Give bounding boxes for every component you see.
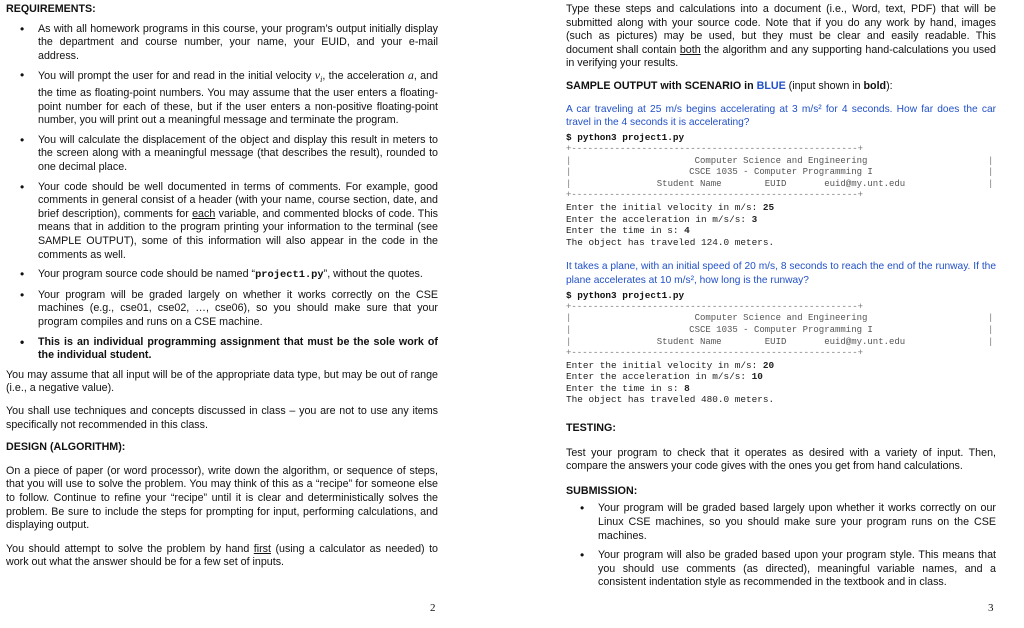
requirements-heading: REQUIREMENTS: xyxy=(6,3,96,15)
testing-paragraph: Test your program to check that it operates as desired with a variety of input. Then, compare the answers your code gives with the ones you get from hand calculations. xyxy=(566,446,996,473)
bold-word: bold xyxy=(863,79,887,92)
blue-word: BLUE xyxy=(756,79,786,92)
text: the algorithm and any supporting hand-calculations you used in verifying your results. xyxy=(566,43,996,70)
prompt: Enter the initial velocity in m/s: xyxy=(566,201,763,213)
velocity-subscript: i xyxy=(320,75,323,85)
techniques-paragraph: You shall use techniques and concepts discussed in class – you are not to use any items specifically not recommended in this class. xyxy=(6,404,438,431)
list-item: • As with all homework programs in this course, your program’s output initially display the department and course number, your name, your EUID, and your e-mail address. xyxy=(6,23,438,64)
text: variable, and commented blocks of code. This means that in addition to the program printing your information to the terminal (see SAMPLE OUTPUT), some of this information will also appear in the code in the comments as well. xyxy=(38,207,438,261)
box-course: CSCE 1035 - Computer Programming I xyxy=(689,324,873,335)
underlined-first: first xyxy=(253,542,271,555)
scenario-1: A car traveling at 25 m/s begins accelerating at 3 m/s² for 4 seconds. How far does the car travel in the 4 seconds it is accelerating? xyxy=(566,103,996,128)
list-item xyxy=(6,181,438,263)
box-border: +-----------------------------------------------------+ xyxy=(566,143,864,154)
run-1-output xyxy=(566,202,996,248)
command-line: $ python3 project1.py xyxy=(566,132,685,144)
requirements-list xyxy=(6,23,438,363)
input-value: 10 xyxy=(751,371,763,383)
page-number: 2 xyxy=(430,602,436,614)
box-dept: Computer Science and Engineering xyxy=(694,155,868,166)
submission-list xyxy=(566,502,996,590)
box-course: CSCE 1035 - Computer Programming I xyxy=(689,167,873,178)
prompt: Enter the time in s: xyxy=(566,225,685,237)
box-student: Student Name EUID euid@my.unt.edu xyxy=(656,178,906,189)
text: Your code should be well documented in terms of comments. For example, good comments in general consist of a header (with your name, course section, date, and brief description), comments for xyxy=(38,180,438,220)
scenario-2: It takes a plane, with an initial speed of 20 m/s, 8 seconds to reach the end of the runway. If the plane accelerates at 10 m/s², how long is the runway? xyxy=(566,261,996,286)
design-heading: DESIGN (ALGORITHM): xyxy=(6,441,126,454)
submission-heading: SUBMISSION: xyxy=(566,484,638,497)
text: You will prompt the user for and read in the initial velocity xyxy=(38,70,315,83)
header-box: +-----------------------------------------------------+ | Computer Science and Engineering | | CSCE 1035 - Computer Programming I | | Student Name EUID euid@my.unt.edu | +-----------------------------------------------------+ xyxy=(566,144,996,202)
text: (using a calculator as needed) to work out what the answer should be for a few set of inputs. xyxy=(6,542,438,569)
document-paragraph xyxy=(566,3,996,71)
page-2 xyxy=(6,0,438,628)
sample-output-heading xyxy=(566,80,996,94)
run-2-output xyxy=(566,360,996,406)
prompt: Enter the time in s: xyxy=(566,382,685,394)
text: Type these steps and calculations into a document (i.e., Word, text, PDF) that will be submitted along with your source code. Note that if you do any work by hand, images (such as pictures) may be used, but they must be clear and easily readable. This document shall contain xyxy=(566,3,996,56)
box-border: +-----------------------------------------------------+ xyxy=(566,348,864,359)
filename: project1.py xyxy=(255,269,324,282)
prompt: Enter the initial velocity in m/s: xyxy=(566,359,763,371)
command-line: $ python3 project1.py xyxy=(566,290,685,302)
hand-paragraph xyxy=(6,543,438,570)
input-value: 20 xyxy=(762,359,775,371)
text: SAMPLE OUTPUT with SCENARIO in xyxy=(566,79,757,92)
list-item: • This is an individual programming assignment that must be the sole work of the individual student. xyxy=(6,336,438,363)
text: ”, without the quotes. xyxy=(323,268,423,281)
input-value: 25 xyxy=(762,201,775,213)
text: , the acceleration xyxy=(322,70,408,83)
box-student: Student Name EUID euid@my.unt.edu xyxy=(656,336,906,347)
testing-heading: TESTING: xyxy=(566,422,616,435)
list-item: • Your program will be graded largely on whether it works correctly on the CSE machines (e.g., cse01, cse02, …, cse06), so you should make sure that your program compiles and runs on a CSE machine. xyxy=(6,289,438,330)
text: (input shown in xyxy=(785,79,864,92)
text: You should attempt to solve the problem by hand xyxy=(6,542,254,555)
text: , and the time as floating-point numbers. You may assume that the user enters a floating-point number for each of these, but if the user enters a non-positive floating-point number, you will print out a meaningful message and terminate the program. xyxy=(38,70,438,127)
header-box: +-----------------------------------------------------+ | Computer Science and Engineering | | CSCE 1035 - Computer Programming I | | Student Name EUID euid@my.unt.edu | +-----------------------------------------------------+ xyxy=(566,302,996,360)
box-dept: Computer Science and Engineering xyxy=(694,313,868,324)
input-value: 3 xyxy=(751,213,758,225)
acceleration-symbol: a xyxy=(407,68,414,83)
underlined-both: both xyxy=(679,43,701,56)
input-paragraph: You may assume that all input will be of the appropriate data type, but may be out of range (i.e., a negative value). xyxy=(6,368,438,395)
page-3 xyxy=(566,0,996,628)
prompt: Enter the acceleration in m/s/s: xyxy=(566,213,752,225)
box-border: +-----------------------------------------------------+ xyxy=(566,301,864,312)
text: Your program source code should be named “ xyxy=(38,268,256,281)
input-value: 8 xyxy=(684,382,690,394)
page-number: 3 xyxy=(988,602,994,614)
list-item: • You will calculate the displacement of the object and display this result in meters to the screen along with a meaningful message (that describes the result), rounded to one decimal place. xyxy=(6,134,438,175)
list-item xyxy=(6,268,438,283)
input-value: 4 xyxy=(684,225,690,237)
design-paragraph: On a piece of paper (or word processor), write down the algorithm, or sequence of steps, that you will use to solve the problem. You may think of this as a “recipe” for someone else to follow. Continue to refine your “recipe” until it is clear and deterministically solves the problem. Be sure to include the steps for prompting for input, performing calculations, and displaying output. xyxy=(6,464,438,532)
text: ): xyxy=(886,79,893,92)
box-border: +-----------------------------------------------------+ xyxy=(566,190,864,201)
underlined-each: each xyxy=(192,207,216,220)
list-item xyxy=(6,69,438,128)
result-line: The object has traveled 124.0 meters. xyxy=(566,236,775,248)
prompt: Enter the acceleration in m/s/s: xyxy=(566,371,752,383)
list-item: • Your program will also be graded based upon your program style. This means that you should use comments (as directed), meaningful variable names, and a consistent indentation style as recommended in the textbook and in class. xyxy=(566,549,996,590)
result-line: The object has traveled 480.0 meters. xyxy=(566,394,775,406)
velocity-symbol: v xyxy=(314,68,321,83)
list-item: • Your program will be graded based largely upon whether it works correctly on our Linux CSE machines, so you should make sure your program runs on the CSE machines. xyxy=(566,502,996,543)
